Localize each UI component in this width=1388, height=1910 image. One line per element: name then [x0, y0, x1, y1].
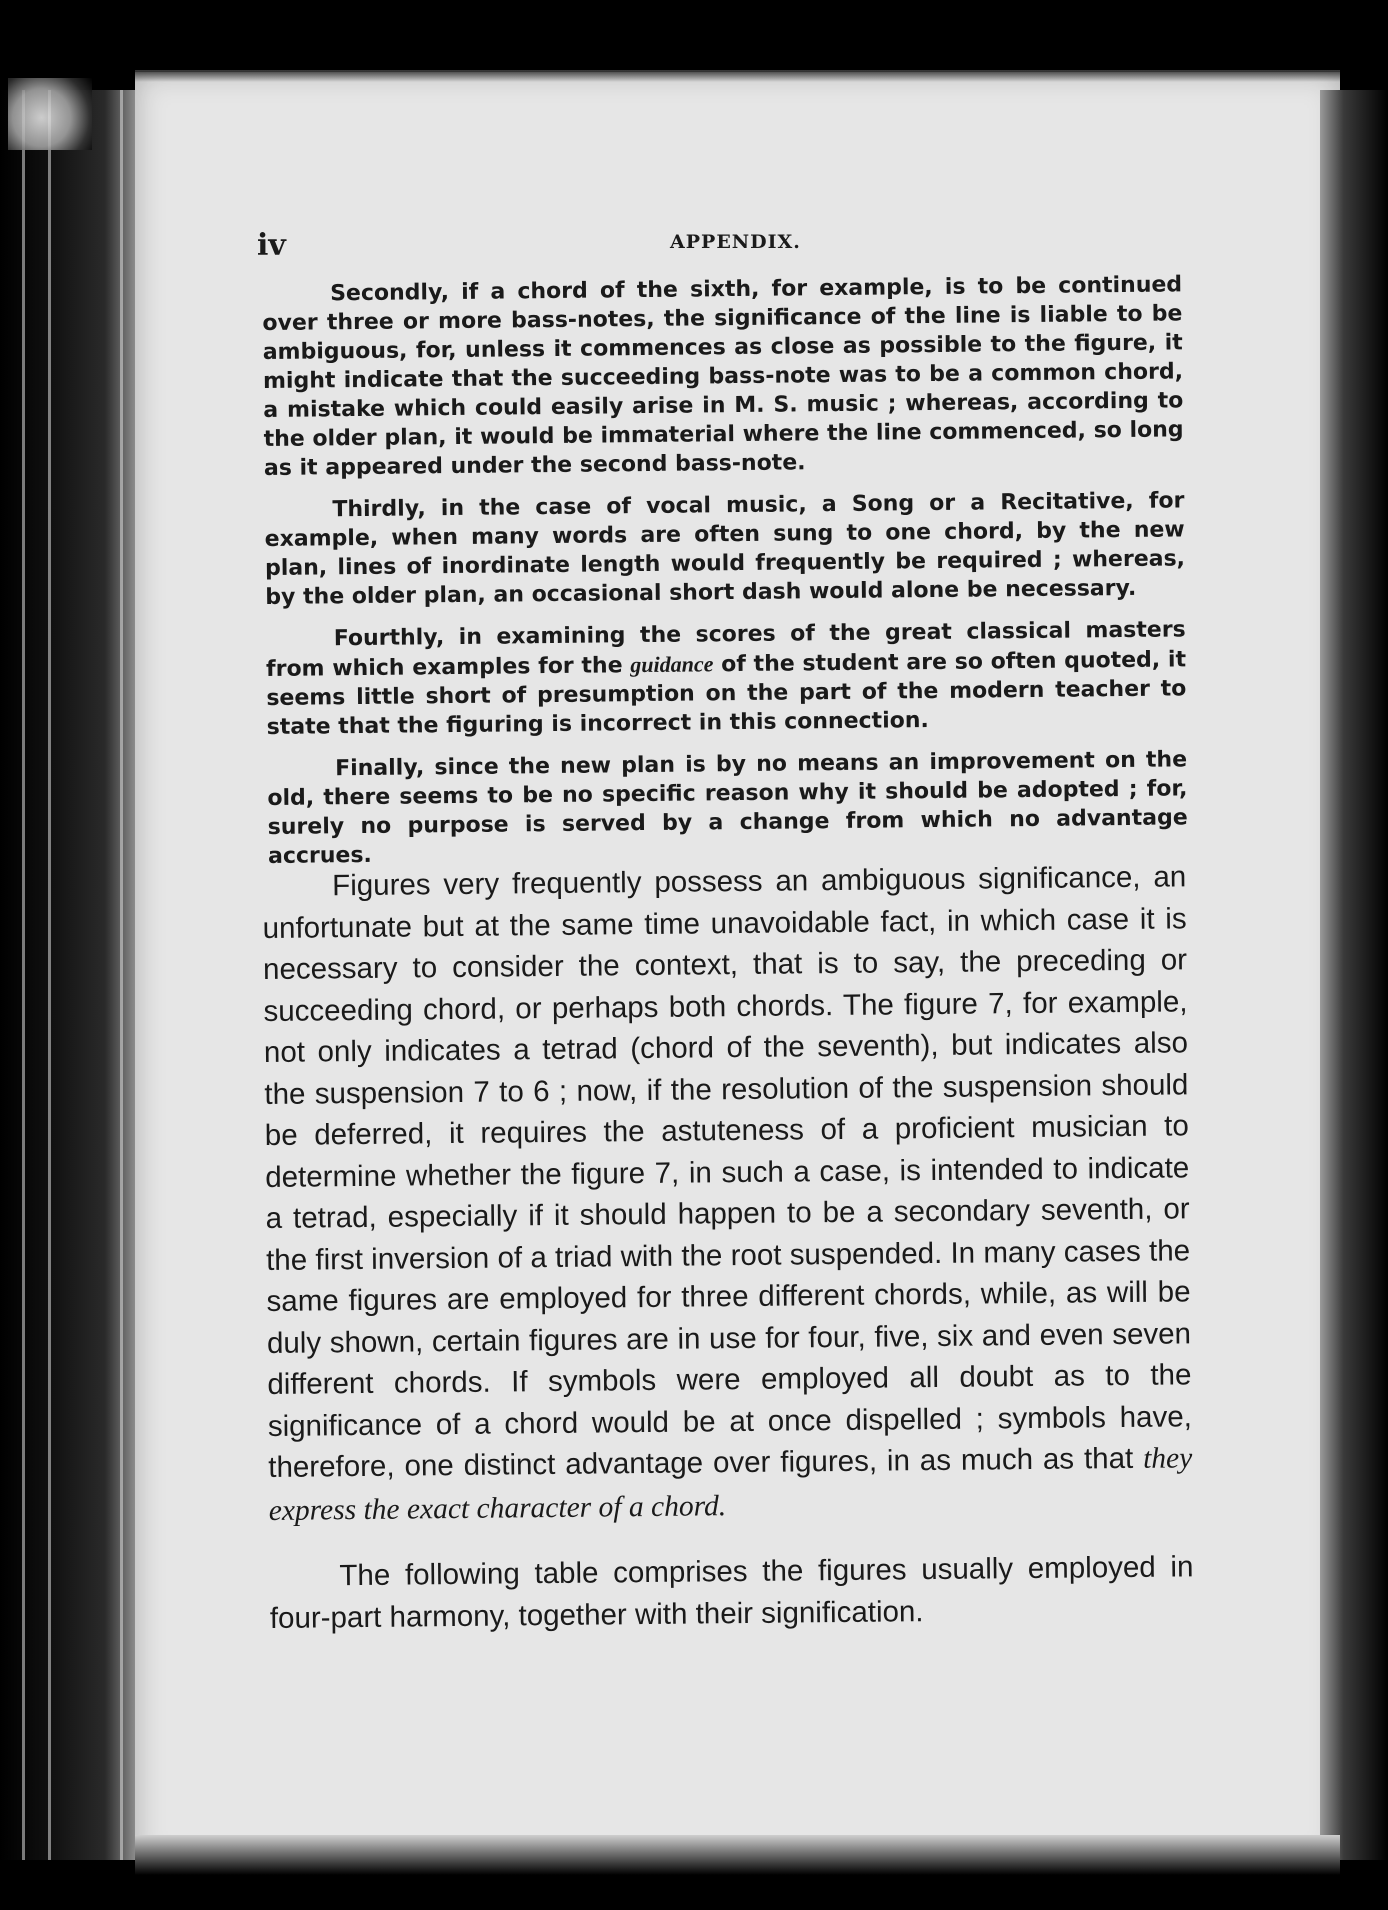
page-top-shadow	[135, 70, 1340, 82]
book-right-edge	[1320, 90, 1388, 1860]
emphasis-text: they express the exact character of a chord.	[268, 1442, 1193, 1527]
running-head: APPENDIX.	[670, 231, 801, 253]
paragraph-figures-ambiguity	[262, 856, 1193, 1532]
page-header	[0, 228, 1388, 263]
small-print-section	[262, 270, 1188, 884]
paragraph-following-table: The following table comprises the figures usually employed in four-part harmony, together with their signification.	[269, 1550, 1194, 1635]
book-bottom-edge	[135, 1835, 1340, 1875]
page-number: iv	[257, 228, 286, 263]
paragraph-secondly: Secondly, if a chord of the sixth, for example, is to be continued over three or more bass-notes, the significance of the line is liable to be ambiguous, for, unless it commences as close as possible to the figure, it might indicate that the succeeding bass-note was to be a common chord, a mistake which could easily arise in M. S. music ; whereas, according to the older plan, it would be immaterial where the line commenced, so long as it appeared under the second bass-note.	[262, 272, 1184, 481]
main-text-section	[262, 856, 1194, 1663]
binding-damage	[8, 78, 92, 150]
book-left-edge	[0, 90, 150, 1860]
text-run: Figures very frequently possess an ambiguous significance, an unfortunate but at the same time unavoidable fact, in which case it is necessary to consider the context, that is to say, the preceding or succeeding chord, or perhaps both chords. The figure 7, for example, not only indicates a tetrad (chord of the seventh), but indicates also the suspension 7 to 6 ; now, if the resolution of the suspension should be deferred, it requires the astuteness of a proficient musician to determine whether the figure 7, in such a case, is intended to indicate a tetrad, especially if it should happen to be a secondary seventh, or the first inversion of a triad with the root suspended. In many cases the same figures are employed for three different chords, while, as will be duly shown, certain figures are in use for four, five, six and even seven different chords. If symbols were employed all doubt as to the significance of a chord would be at once dispelled ; symbols have, therefore, one distinct advantage over figures, in as much as that	[262, 860, 1192, 1484]
paragraph-thirdly: Thirdly, in the case of vocal music, a Song or a Recitative, for example, when many words are often sung to one chord, by the new plan, lines of inordinate length would frequently be required ; whereas, by the older plan, an occasional short dash would alone be necessary.	[264, 488, 1186, 610]
emphasis-text: guidance	[630, 651, 714, 678]
text-run: Fourthly, in examining the scores of the great classical masters from which examples for the	[265, 617, 1186, 682]
text-run: of the student are so often quoted, it seems little short of presumption on the part of the modern teacher to state that the figuring is incorrect in this connection.	[266, 647, 1187, 740]
paragraph-fourthly	[266, 615, 1187, 742]
paragraph-finally: Finally, since the new plan is by no means an improvement on the old, there seems to be no specific reason why it should be adopted ; for, surely no purpose is served by a change from which no advantage accrues.	[267, 747, 1188, 869]
